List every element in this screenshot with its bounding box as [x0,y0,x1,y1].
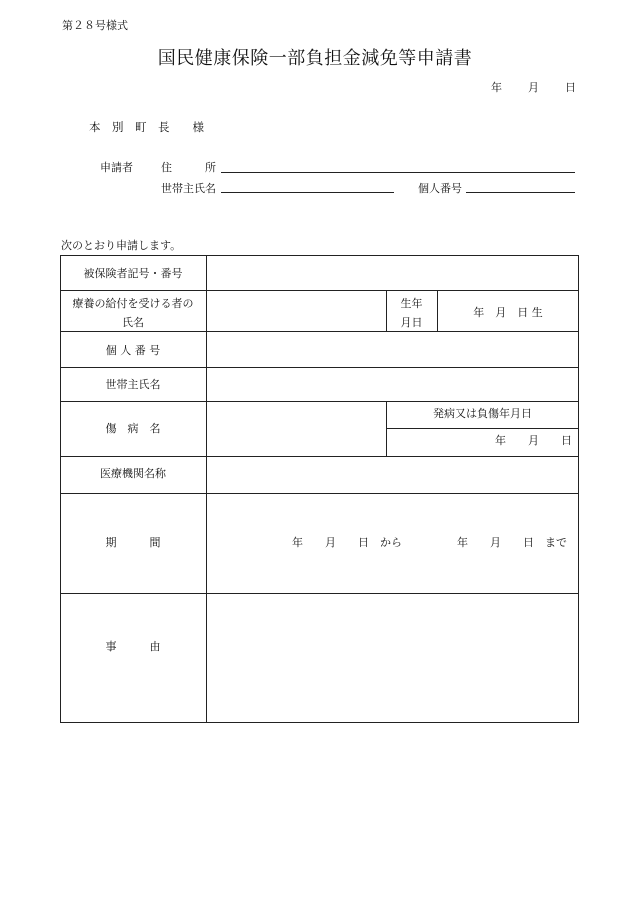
household-head-field[interactable] [221,192,394,193]
birth-date-value[interactable]: 年 月 日 生 [473,306,543,319]
intro-text: 次のとおり申請します。 [61,239,182,252]
date-year: 年 [491,81,502,94]
date-day: 日 [565,81,576,94]
onset-date-value[interactable]: 年 月 日 [495,434,572,447]
disease-label: 傷 病 名 [105,422,161,435]
table-household-head-field[interactable] [207,368,578,401]
onset-label: 発病又は負傷年月日 [433,407,532,420]
address-label: 住 所 [161,161,216,174]
table-personal-number-field[interactable] [207,332,578,367]
birth-label-line2: 月日 [400,316,423,329]
period-value[interactable]: 年 月 日 から 年 月 日 まで [292,536,567,549]
birth-label-line1: 生年 [400,297,423,310]
insured-number-label: 被保険者記号・番号 [83,267,183,280]
household-head-label: 世帯主氏名 [161,182,216,195]
page-title: 国民健康保険一部負担金減免等申請書 [157,48,473,69]
personal-number-label: 個人番号 [418,182,462,195]
disease-name-field[interactable] [207,402,386,456]
personal-number-field[interactable] [466,192,575,193]
form-number: 第２８号様式 [62,19,128,32]
addressee: 本 別 町 長 様 [89,120,204,134]
table-household-head-label: 世帯主氏名 [105,378,161,391]
hospital-label: 医療機関名称 [100,467,166,480]
hospital-name-field[interactable] [207,457,578,493]
table-personal-number-label: 個 人 番 号 [105,344,161,357]
period-label: 期 間 [105,536,161,549]
applicant-label: 申請者 [100,161,133,174]
recipient-label-line2: 氏名 [122,316,144,329]
address-field[interactable] [221,172,575,173]
insured-number-field[interactable] [207,256,578,290]
date-month: 月 [528,81,539,94]
reason-field[interactable] [207,594,578,722]
onset-divider [386,428,579,429]
recipient-label-line1: 療養の給付を受ける者の [72,297,194,310]
row-divider [60,493,579,494]
recipient-name-field[interactable] [207,291,386,331]
reason-label: 事 由 [105,640,161,653]
